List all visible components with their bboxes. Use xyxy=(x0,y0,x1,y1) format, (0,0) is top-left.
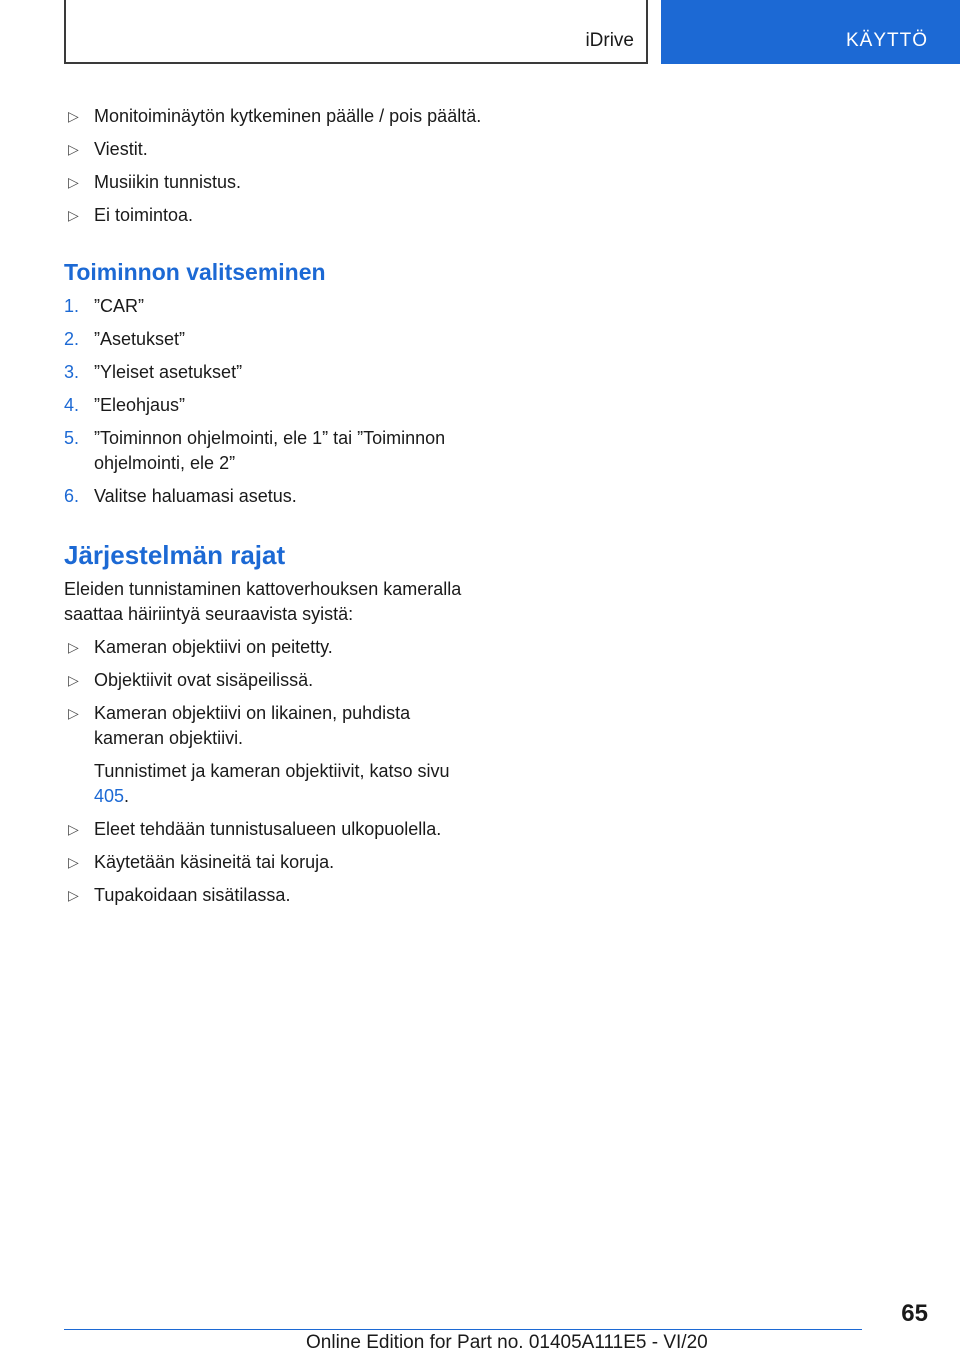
list-item xyxy=(64,883,484,908)
step-item xyxy=(64,393,484,418)
list-item-text: Objektiivit ovat sisäpeilissä. xyxy=(94,670,314,690)
triangle-bullet-icon: ▷ xyxy=(68,108,79,124)
note-end: . xyxy=(124,786,130,806)
list-item-text: Ei toimintoa. xyxy=(94,205,194,225)
step-number: 1. xyxy=(64,296,80,316)
triangle-bullet-icon: ▷ xyxy=(68,705,79,721)
list-item xyxy=(64,137,484,162)
step-text: ”Toiminnon ohjelmointi, ele 1” tai ”Toiminnon ohjelmointi, ele 2” xyxy=(94,428,446,473)
step-item xyxy=(64,327,484,352)
step-item xyxy=(64,426,484,476)
cross-reference-note xyxy=(64,759,484,809)
triangle-bullet-icon: ▷ xyxy=(68,854,79,870)
step-text: ”Eleohjaus” xyxy=(94,395,186,415)
page-reference-link[interactable]: 405 xyxy=(94,786,125,806)
step-item xyxy=(64,294,484,319)
triangle-bullet-icon: ▷ xyxy=(68,821,79,837)
list-item-text: Musiikin tunnistus. xyxy=(94,172,242,192)
list-item xyxy=(64,850,484,875)
step-item xyxy=(64,360,484,385)
triangle-bullet-icon: ▷ xyxy=(68,207,79,223)
header-section-box xyxy=(64,0,648,64)
step-number: 4. xyxy=(64,395,80,415)
note-text: Tunnistimet ja kameran objektiivit, katso sivu xyxy=(94,761,450,781)
footer-edition: Online Edition for Part no. 01405A111E5 - VI/20 xyxy=(306,1332,708,1353)
step-number: 6. xyxy=(64,486,80,506)
triangle-bullet-icon: ▷ xyxy=(68,141,79,157)
triangle-bullet-icon: ▷ xyxy=(68,639,79,655)
list-item xyxy=(64,170,484,195)
step-text: Valitse haluamasi asetus. xyxy=(94,486,297,506)
list-item-text: Monitoiminäytön kytkeminen päälle / pois päältä. xyxy=(94,106,482,126)
header-section-title: iDrive xyxy=(585,30,634,51)
list-item xyxy=(64,635,484,660)
list-item xyxy=(64,668,484,693)
list-item-text: Viestit. xyxy=(94,139,148,159)
section-intro: Eleiden tunnistaminen kattoverhouksen kameralla saattaa häiriintyä seuraavista syistä: xyxy=(64,579,462,624)
triangle-bullet-icon: ▷ xyxy=(68,672,79,688)
triangle-bullet-icon: ▷ xyxy=(68,174,79,190)
list-item xyxy=(64,203,484,228)
step-number: 5. xyxy=(64,428,80,448)
list-item-text: Käytetään käsineitä tai koruja. xyxy=(94,852,335,872)
list-item xyxy=(64,701,484,751)
step-text: ”Asetukset” xyxy=(94,329,186,349)
list-item-text: Kameran objektiivi on likainen, puhdista kameran objektiivi. xyxy=(94,703,411,748)
header-chapter-title: KÄYTTÖ xyxy=(845,30,928,51)
list-item xyxy=(64,817,484,842)
step-number: 2. xyxy=(64,329,80,349)
list-item-text: Kameran objektiivi on peitetty. xyxy=(94,637,333,657)
header-chapter-tab xyxy=(661,0,960,64)
step-number: 3. xyxy=(64,362,80,382)
step-item xyxy=(64,484,484,509)
step-text: ”Yleiset asetukset” xyxy=(94,362,243,382)
section-heading: Järjestelmän rajat xyxy=(64,540,286,570)
list-item-text: Tupakoidaan sisätilassa. xyxy=(94,885,291,905)
subsection-heading: Toiminnon valitseminen xyxy=(64,259,326,285)
step-text: ”CAR” xyxy=(94,296,144,316)
list-item xyxy=(64,104,484,129)
page-number: 65 xyxy=(901,1300,928,1327)
list-item-text: Eleet tehdään tunnistusalueen ulkopuolella. xyxy=(94,819,442,839)
triangle-bullet-icon: ▷ xyxy=(68,887,79,903)
footer-divider xyxy=(64,1329,862,1330)
page-content xyxy=(64,104,484,916)
